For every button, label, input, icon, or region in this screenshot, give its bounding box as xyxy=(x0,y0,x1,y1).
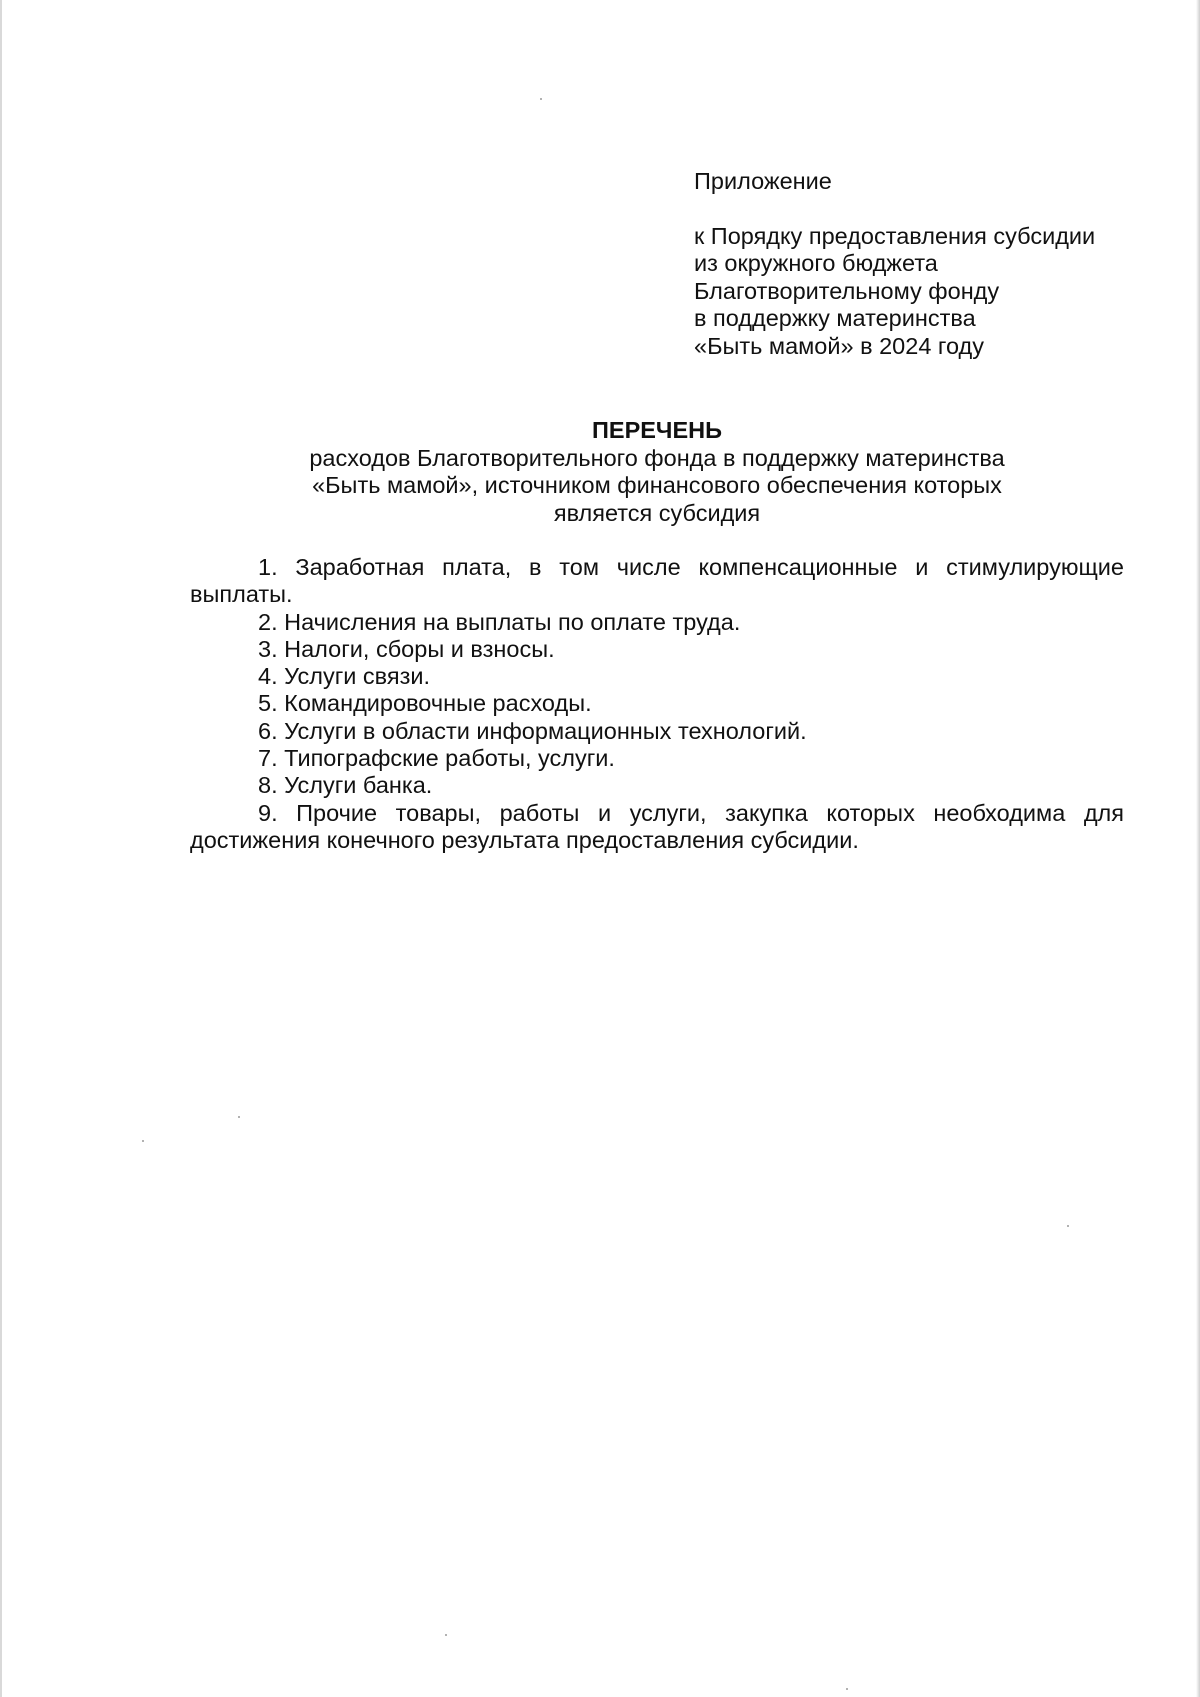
appendix-line: Благотворительному фонду xyxy=(694,277,1000,304)
list-item: 3. Налоги, сборы и взносы. xyxy=(258,635,555,662)
appendix-block xyxy=(694,168,1164,360)
list-item: 4. Услуги связи. xyxy=(258,663,431,690)
appendix-title: Приложение xyxy=(694,168,832,194)
list-item: 5. Командировочные расходы. xyxy=(258,690,592,717)
document-heading xyxy=(190,417,1124,527)
expense-list xyxy=(190,554,1124,854)
scan-speck xyxy=(1067,1225,1069,1227)
heading-subtitle-line: является субсидия xyxy=(553,499,761,526)
scan-edge-right xyxy=(1196,0,1200,1697)
list-item: 7. Типографские работы, услуги. xyxy=(258,745,615,772)
list-item: 2. Начисления на выплаты по оплате труда. xyxy=(258,608,741,635)
list-item: 6. Услуги в области информационных технологий. xyxy=(258,717,807,744)
scan-speck xyxy=(445,1634,447,1636)
heading-title: ПЕРЕЧЕНЬ xyxy=(592,417,722,443)
scan-speck xyxy=(846,1688,848,1690)
heading-subtitle-line: «Быть мамой», источником финансового обеспечения которых xyxy=(312,472,1002,498)
scan-speck xyxy=(540,98,542,100)
heading-subtitle-line: расходов Благотворительного фонда в поддержку материнства xyxy=(309,444,1005,471)
appendix-line: в поддержку материнства xyxy=(694,305,976,331)
appendix-line: к Порядку предоставления субсидии xyxy=(694,222,1096,249)
appendix-line: из окружного бюджета xyxy=(694,250,938,276)
list-item: 9. Прочие товары, работы и услуги, закупка которых необходима для достижения конечного результата предоставления субсидии. xyxy=(190,799,1124,853)
scan-speck xyxy=(238,1116,240,1118)
scan-speck xyxy=(142,1140,144,1142)
appendix-line: «Быть мамой» в 2024 году xyxy=(694,332,984,359)
list-item: 1. Заработная плата, в том числе компенсационные и стимулирующие выплаты. xyxy=(190,554,1124,608)
scan-edge-left xyxy=(0,0,2,1697)
list-item: 8. Услуги банка. xyxy=(258,772,433,799)
